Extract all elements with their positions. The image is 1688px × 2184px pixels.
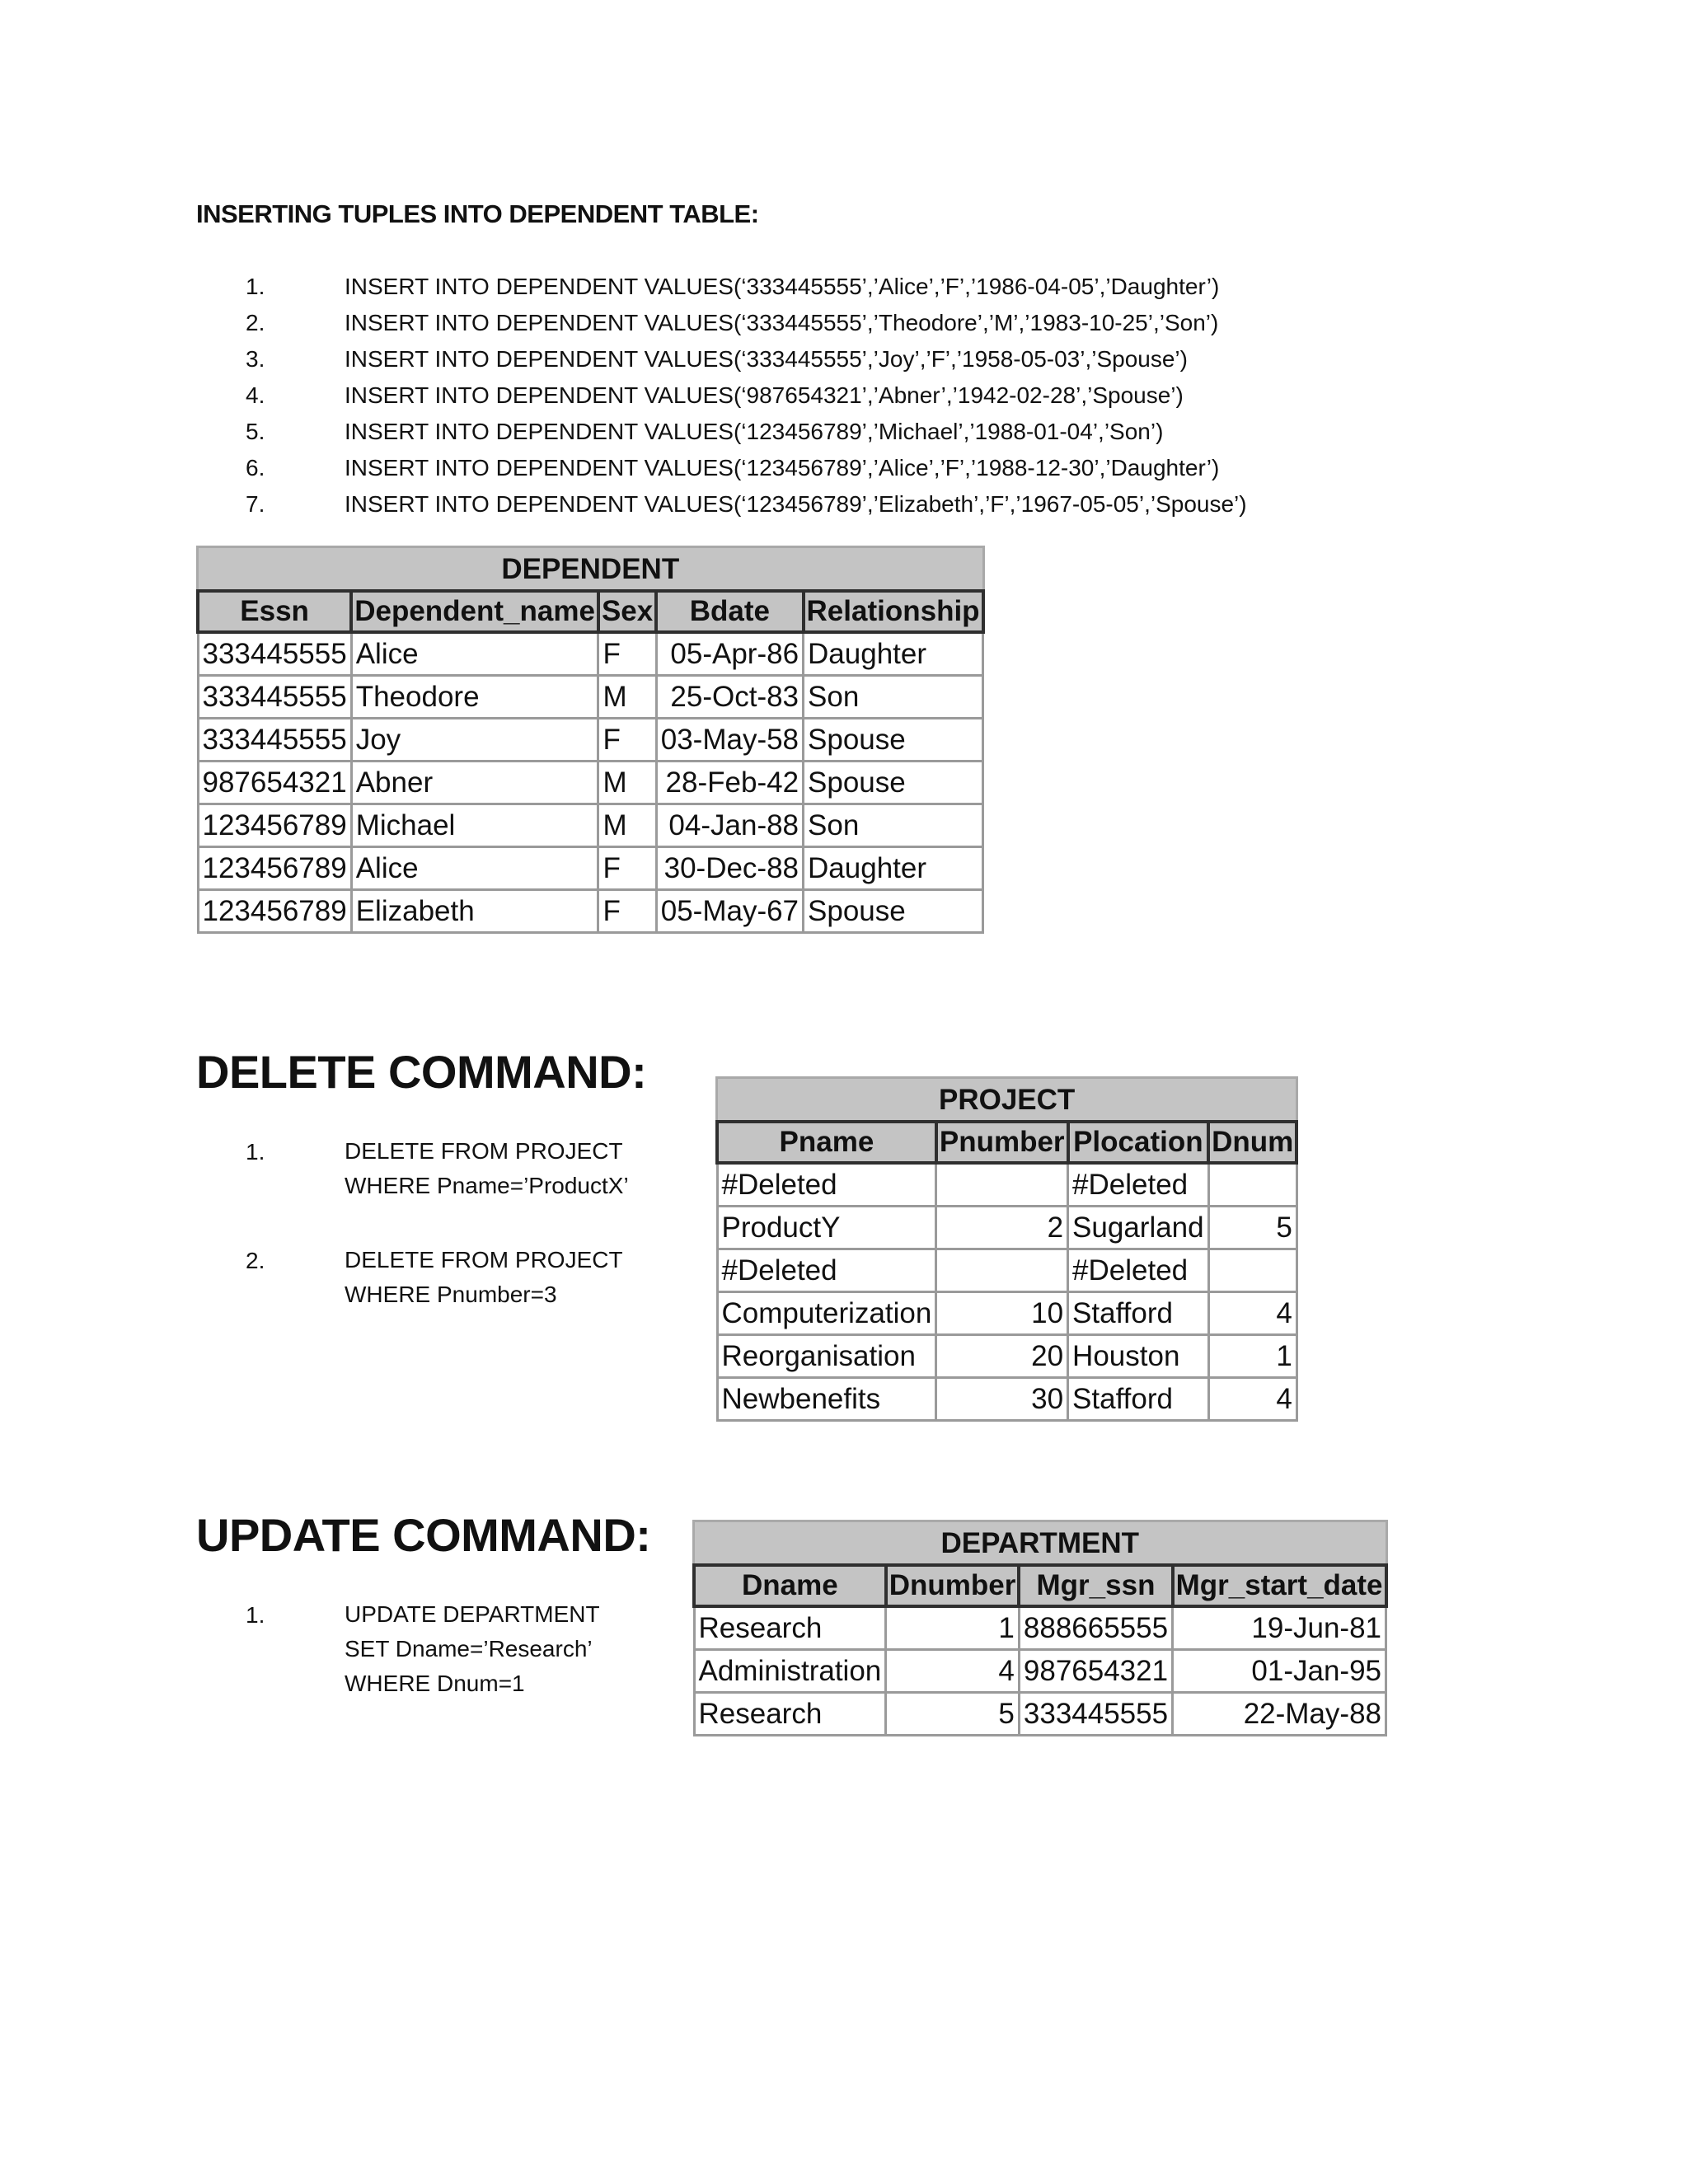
table-cell: 10 (936, 1292, 1068, 1335)
table-cell: M (598, 676, 656, 719)
department-table (692, 1520, 1388, 1736)
column-header: Mgr_start_date (1173, 1565, 1386, 1606)
table-cell: #Deleted (1068, 1163, 1209, 1207)
sql-statement (345, 1597, 600, 1701)
table-cell: Spouse (804, 762, 983, 804)
table-cell: 04-Jan-88 (656, 804, 803, 847)
table-row (694, 1650, 1386, 1693)
sql-statement: INSERT INTO DEPENDENT VALUES(‘123456789’,’Elizabeth’,’F’,’1967-05-05’,’Spouse’) (345, 491, 1247, 517)
list-number: 2. (246, 1248, 265, 1273)
table-cell: Sugarland (1068, 1207, 1209, 1249)
table-cell: Research (694, 1606, 886, 1650)
column-header: Sex (598, 591, 656, 632)
table-cell: 2 (936, 1207, 1068, 1249)
list-item (246, 1597, 674, 1706)
table-row (198, 847, 983, 890)
sql-statement: INSERT INTO DEPENDENT VALUES(‘123456789’,’Michael’,’1988-01-04’,’Son’) (345, 419, 1164, 444)
column-header: Relationship (804, 591, 983, 632)
table-cell: Daughter (804, 847, 983, 890)
list-item (246, 450, 1317, 486)
table-cell: Stafford (1068, 1292, 1209, 1335)
sql-line: DELETE FROM PROJECT (345, 1138, 623, 1164)
column-header: Bdate (656, 591, 803, 632)
table-cell: Computerization (717, 1292, 936, 1335)
table-cell: 05-Apr-86 (656, 632, 803, 676)
table-cell: 4 (1208, 1378, 1296, 1421)
table-cell (1208, 1249, 1296, 1292)
table-cell: M (598, 804, 656, 847)
table-cell: 30 (936, 1378, 1068, 1421)
table-cell: 01-Jan-95 (1173, 1650, 1386, 1693)
table-cell: Reorganisation (717, 1335, 936, 1378)
table-header-row (198, 591, 983, 632)
table-cell: 333445555 (198, 632, 351, 676)
update-heading: UPDATE COMMAND: (196, 1509, 651, 1561)
table-cell: 25-Oct-83 (656, 676, 803, 719)
sql-line: WHERE Pname=’ProductX’ (345, 1173, 629, 1198)
table-cell: Alice (351, 847, 598, 890)
column-header: Pname (717, 1122, 936, 1163)
sql-line: WHERE Dnum=1 (345, 1671, 525, 1696)
table-cell: #Deleted (717, 1249, 936, 1292)
table-cell: 22-May-88 (1173, 1693, 1386, 1736)
table-cell: F (598, 632, 656, 676)
table-cell: F (598, 890, 656, 933)
dependent-table-title: DEPENDENT (196, 546, 985, 589)
list-number: 2. (246, 310, 265, 335)
table-cell (1208, 1163, 1296, 1207)
column-header: Essn (198, 591, 351, 632)
table-row (717, 1207, 1296, 1249)
sql-line: UPDATE DEPARTMENT (345, 1601, 600, 1627)
table-cell: Newbenefits (717, 1378, 936, 1421)
project-table-title: PROJECT (715, 1076, 1298, 1120)
list-item (246, 1243, 674, 1317)
table-row (198, 890, 983, 933)
table-row (717, 1292, 1296, 1335)
table-cell: Research (694, 1693, 886, 1736)
update-command-list (246, 1597, 674, 1706)
table-cell: 123456789 (198, 847, 351, 890)
department-table-title: DEPARTMENT (692, 1520, 1388, 1563)
table-header-row (717, 1122, 1296, 1163)
table-header-row (694, 1565, 1386, 1606)
table-cell: M (598, 762, 656, 804)
table-cell: 987654321 (1019, 1650, 1172, 1693)
table-cell: 333445555 (1019, 1693, 1172, 1736)
table-cell: Spouse (804, 890, 983, 933)
sql-statement: INSERT INTO DEPENDENT VALUES(‘123456789’,’Alice’,’F’,’1988-12-30’,’Daughter’) (345, 455, 1220, 480)
table-row (198, 719, 983, 762)
sql-line: DELETE FROM PROJECT (345, 1247, 623, 1272)
column-header: Pnumber (936, 1122, 1068, 1163)
list-number: 6. (246, 455, 265, 480)
table-cell: 333445555 (198, 676, 351, 719)
table-row (694, 1693, 1386, 1736)
table-cell: Alice (351, 632, 598, 676)
list-item (246, 414, 1317, 450)
table-cell: Elizabeth (351, 890, 598, 933)
list-number: 4. (246, 382, 265, 408)
table-row (198, 632, 983, 676)
table-cell: 1 (886, 1606, 1020, 1650)
table-cell: Son (804, 804, 983, 847)
table-cell: Administration (694, 1650, 886, 1693)
table-row (198, 762, 983, 804)
list-item (246, 341, 1317, 377)
table-cell: 4 (1208, 1292, 1296, 1335)
list-number: 3. (246, 346, 265, 372)
table-row (717, 1378, 1296, 1421)
sql-line: WHERE Pnumber=3 (345, 1282, 557, 1307)
table-cell: Daughter (804, 632, 983, 676)
table-cell: 5 (886, 1693, 1020, 1736)
delete-heading: DELETE COMMAND: (196, 1046, 647, 1098)
table-cell: Spouse (804, 719, 983, 762)
list-number: 1. (246, 1139, 265, 1165)
sql-statement: INSERT INTO DEPENDENT VALUES(‘333445555’,’Theodore’,’M’,’1983-10-25’,’Son’) (345, 310, 1219, 335)
column-header: Dnumber (886, 1565, 1020, 1606)
table-cell: 19-Jun-81 (1173, 1606, 1386, 1650)
list-item (246, 305, 1317, 341)
table-cell: 20 (936, 1335, 1068, 1378)
sql-statement: INSERT INTO DEPENDENT VALUES(‘987654321’,’Abner’,’1942-02-28’,’Spouse’) (345, 382, 1184, 408)
sql-statement: INSERT INTO DEPENDENT VALUES(‘333445555’,’Alice’,’F’,’1986-04-05’,’Daughter’) (345, 274, 1220, 299)
table-cell: #Deleted (1068, 1249, 1209, 1292)
column-header: Dname (694, 1565, 886, 1606)
table-cell: 05-May-67 (656, 890, 803, 933)
list-item (246, 486, 1317, 523)
table-cell: 1 (1208, 1335, 1296, 1378)
table-cell: Son (804, 676, 983, 719)
table-row (717, 1249, 1296, 1292)
table-cell: 03-May-58 (656, 719, 803, 762)
table-cell (936, 1163, 1068, 1207)
list-item (246, 377, 1317, 414)
list-number: 5. (246, 419, 265, 444)
list-item (246, 269, 1317, 305)
table-cell: Michael (351, 804, 598, 847)
dependent-table (196, 546, 985, 934)
table-cell: 4 (886, 1650, 1020, 1693)
table-cell: 888665555 (1019, 1606, 1172, 1650)
table-cell: F (598, 847, 656, 890)
insert-command-list (246, 269, 1317, 523)
list-number: 1. (246, 274, 265, 299)
sql-line: SET Dname=’Research’ (345, 1636, 593, 1661)
table-cell: 5 (1208, 1207, 1296, 1249)
table-row (198, 804, 983, 847)
table-row (694, 1606, 1386, 1650)
column-header: Dnum (1208, 1122, 1296, 1163)
table-cell: 987654321 (198, 762, 351, 804)
table-row (198, 676, 983, 719)
table-cell: #Deleted (717, 1163, 936, 1207)
table-cell: 28-Feb-42 (656, 762, 803, 804)
table-cell: ProductY (717, 1207, 936, 1249)
sql-statement (345, 1134, 629, 1203)
table-row (717, 1335, 1296, 1378)
list-item (246, 1134, 674, 1243)
table-cell: Abner (351, 762, 598, 804)
sql-statement: INSERT INTO DEPENDENT VALUES(‘333445555’,’Joy’,’F’,’1958-05-03’,’Spouse’) (345, 346, 1188, 372)
table-cell (936, 1249, 1068, 1292)
table-cell: Theodore (351, 676, 598, 719)
column-header: Plocation (1068, 1122, 1209, 1163)
delete-command-list (246, 1134, 674, 1317)
list-number: 7. (246, 491, 265, 517)
table-cell: Stafford (1068, 1378, 1209, 1421)
insert-heading: INSERTING TUPLES INTO DEPENDENT TABLE: (196, 199, 759, 228)
table-cell: 123456789 (198, 890, 351, 933)
list-number: 1. (246, 1602, 265, 1628)
project-table (715, 1076, 1298, 1422)
table-cell: F (598, 719, 656, 762)
table-cell: 333445555 (198, 719, 351, 762)
table-row (717, 1163, 1296, 1207)
column-header: Dependent_name (351, 591, 598, 632)
table-cell: 123456789 (198, 804, 351, 847)
sql-statement (345, 1243, 623, 1312)
column-header: Mgr_ssn (1019, 1565, 1172, 1606)
table-cell: Houston (1068, 1335, 1209, 1378)
table-cell: Joy (351, 719, 598, 762)
table-cell: 30-Dec-88 (656, 847, 803, 890)
